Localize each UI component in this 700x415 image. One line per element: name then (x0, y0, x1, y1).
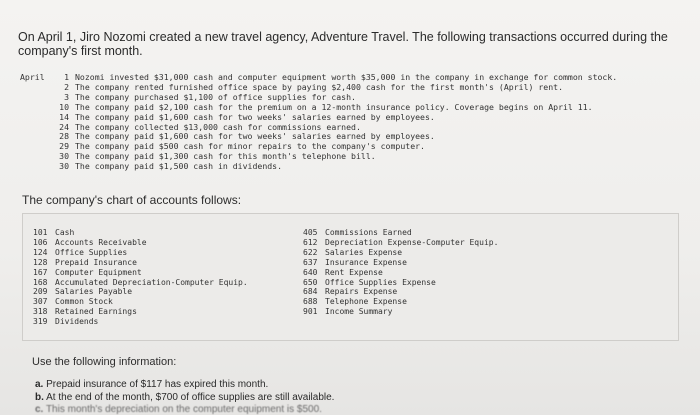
transaction-row: 14 The company paid $1,600 cash for two weeks' salaries earned by employees. (59, 111, 435, 122)
adjustment-item-c: c. This month's depreciation on the computer equipment is $500. (35, 404, 322, 415)
transaction-row: 2 The company rented furnished office space by paying $2,400 cash for the first month's (April) rent. (64, 81, 563, 92)
account-item: 405 Commissions Earned (303, 228, 412, 237)
account-item: 106 Accounts Receivable (33, 237, 147, 247)
account-item: 622 Salaries Expense (303, 247, 403, 257)
account-item: 307 Common Stock (33, 297, 113, 307)
account-item: 319 Dividends (33, 317, 99, 327)
adjustment-item-b: b. At the end of the month, $700 of office supplies are still available. (35, 392, 335, 403)
accounts-column-left (33, 228, 248, 327)
transaction-row: 30 The company paid $1,300 cash for this month's telephone bill. (59, 151, 376, 162)
account-item: 168 Accumulated Depreciation-Computer Equip. (33, 277, 248, 287)
transaction-row: 28 The company paid $1,600 cash for two weeks' salaries earned by employees. (59, 131, 435, 142)
account-item: 612 Depreciation Expense-Computer Equip. (303, 237, 499, 247)
account-item: 684 Repairs Expense (303, 287, 398, 297)
account-item: 901 Income Summary (303, 307, 393, 317)
chart-of-accounts-table (22, 213, 679, 341)
account-item: 124 Office Supplies (33, 247, 128, 257)
account-item: 167 Computer Equipment (33, 267, 142, 277)
account-item: 209 Salaries Payable (33, 287, 133, 297)
adjustment-item-a: a. Prepaid insurance of $117 has expired this month. (35, 379, 269, 390)
account-item: 101 Cash (33, 228, 75, 237)
account-item: 637 Insurance Expense (303, 257, 407, 267)
adjustments-heading: Use the following information: (32, 356, 177, 368)
transaction-row: 24 The company collected $13,000 cash for commissions earned. (59, 121, 361, 132)
account-item: 640 Rent Expense (303, 267, 383, 277)
transaction-row: 1 Nozomi invested $31,000 cash and computer equipment worth $35,000 in the company in exchange for common stock. (64, 72, 618, 82)
account-item: 318 Retained Earnings (33, 307, 137, 317)
chart-of-accounts-heading: The company's chart of accounts follows: (22, 193, 242, 207)
transaction-row: 3 The company purchased $1,100 of office supplies for cash. (64, 91, 356, 102)
transaction-row: 30 The company paid $1,500 cash in dividends. (59, 161, 283, 172)
account-item: 650 Office Supplies Expense (303, 277, 436, 287)
transactions-month-label: April (20, 72, 45, 82)
accounts-column-right (303, 228, 498, 317)
transaction-row: 10 The company paid $2,100 cash for the premium on a 12-month insurance policy. Coverage begins on April 11. (59, 101, 593, 112)
account-item: 688 Telephone Expense (303, 297, 407, 307)
intro-paragraph: On April 1, Jiro Nozomi created a new travel agency, Adventure Travel. The following transactions occurred during the company's first month. (18, 30, 668, 58)
transaction-row: 29 The company paid $500 cash for minor repairs to the company's computer. (59, 141, 425, 152)
account-item: 128 Prepaid Insurance (33, 257, 137, 267)
